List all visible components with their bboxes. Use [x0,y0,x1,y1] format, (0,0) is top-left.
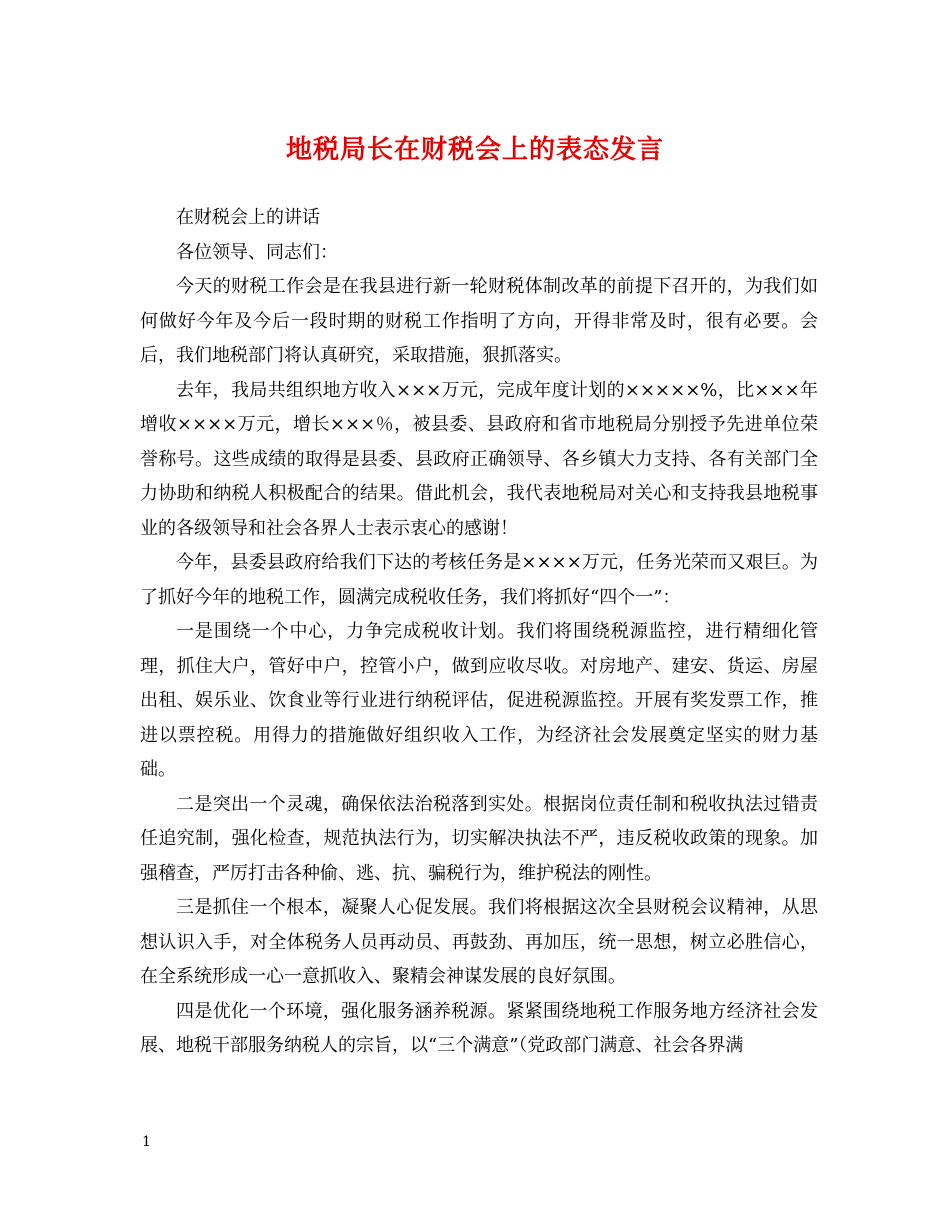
page-number: 1 [142,1134,151,1150]
paragraph: 各位领导、同志们： [176,241,338,263]
paragraph: 二是突出一个灵魂，确保依法治税落到实处。根据岗位责任制和税收执法过错责任追究制，强化检查，规范执法行为，切实解决执法不严，违反税收政策的现象。加强稽查，严厉打击各种偷、逃、抗、骗税行为，维护税法的刚性。 [140,793,818,884]
document-body [140,201,818,1064]
paragraph: 去年，我局共组织地方收入×××万元，完成年度计划的×××××%，比×××年增收××××万元，增长×××％，被县委、县政府和省市地税局分别授予先进单位荣誉称号。这些成绩的取得是县委、县政府正确领导、各乡镇大力支持、各有关部门全力协助和纳税人积极配合的结果。借此机会，我代表地税局对关心和支持我县地税事业的各级领导和社会各界人士表示衷心的感谢！ [140,379,818,539]
paragraph: 今天的财税工作会是在我县进行新一轮财税体制改革的前提下召开的，为我们如何做好今年及今后一段时期的财税工作指明了方向，开得非常及时，很有必要。会后，我们地税部门将认真研究，采取措施，狠抓落实。 [140,276,818,366]
paragraph: 一是围绕一个中心，力争完成税收计划。我们将围绕税源监控，进行精细化管理，抓住大户，管好中户，控管小户，做到应收尽收。对房地产、建安、货运、房屋出租、娱乐业、饮食业等行业进行纳税评估，促进税源监控。开展有奖发票工作，推进以票控税。用得力的措施做好组织收入工作，为经济社会发展奠定坚实的财力基础。 [140,621,818,780]
paragraph: 四是优化一个环境，强化服务涵养税源。紧紧围绕地税工作服务地方经济社会发展、地税干部服务纳税人的宗旨，以“三个满意”（党政部门满意、社会各界满 [140,1000,818,1056]
document-title: 地税局长在财税会上的表态发言 [285,135,664,165]
paragraph: 在财税会上的讲话 [176,207,320,228]
paragraph: 三是抓住一个根本，凝聚人心促发展。我们将根据这次全县财税会议精神，从思想认识入手，对全体税务人员再动员、再鼓劲、再加压，统一思想，树立必胜信心，在全系统形成一心一意抓收入、聚精会神谋发展的良好氛围。 [140,897,818,987]
paragraph: 今年，县委县政府给我们下达的考核任务是××××万元，任务光荣而又艰巨。为了抓好今年的地税工作，圆满完成税收任务，我们将抓好“四个一”： [140,552,818,608]
